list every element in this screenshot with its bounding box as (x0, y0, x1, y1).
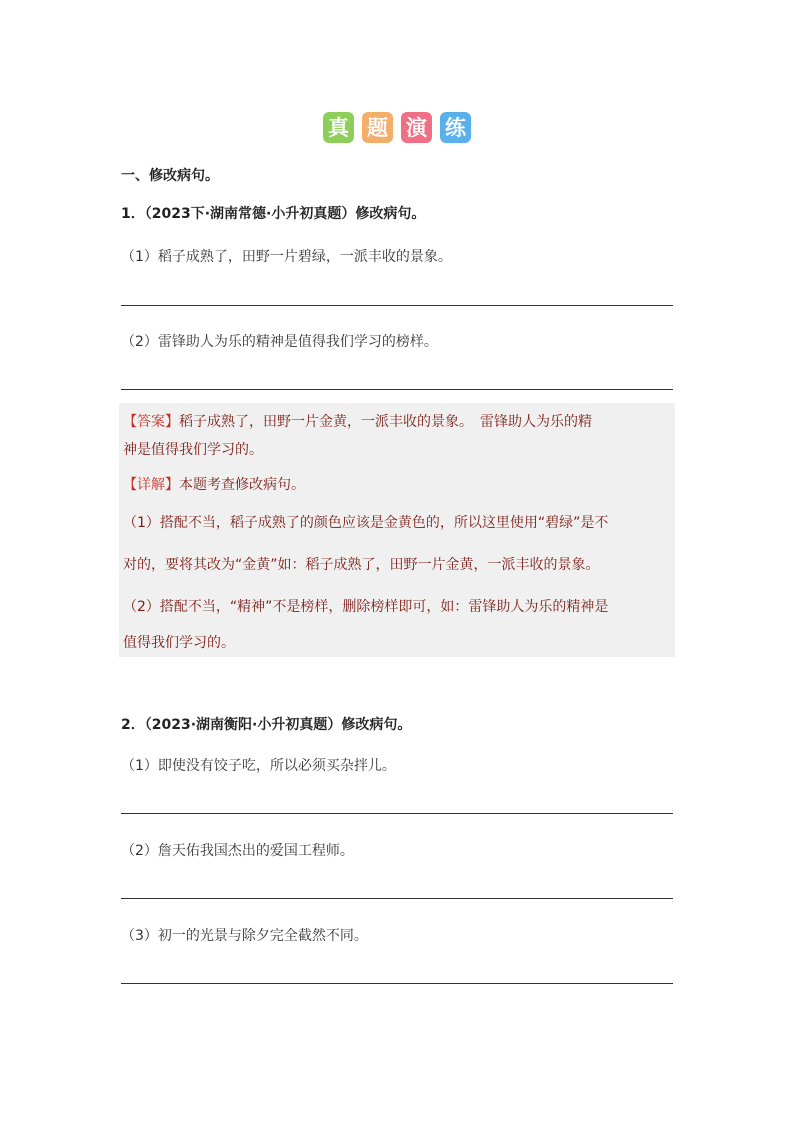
banner-tile-3: 演 (401, 112, 432, 143)
explanation-2b: 值得我们学习的。 (123, 635, 235, 651)
answer-line[interactable] (121, 813, 673, 814)
section-title: 一、修改病句。 (121, 168, 219, 184)
answer-label: 【答案】 (123, 414, 179, 430)
answer-line[interactable] (121, 389, 673, 390)
question-1-item-1: （1）稻子成熟了，田野一片碧绿，一派丰收的景象。 (121, 249, 452, 265)
detail-label: 【详解】 (123, 477, 179, 493)
detail-text: 本题考查修改病句。 (179, 477, 305, 493)
banner-tile-2: 题 (362, 112, 393, 143)
answer-line-1 (123, 411, 592, 431)
answer-text: 稻子成熟了，田野一片金黄，一派丰收的景象。 雷锋助人为乐的精 (179, 414, 592, 430)
answer-line[interactable] (121, 898, 673, 899)
question-1-item-2: （2）雷锋助人为乐的精神是值得我们学习的榜样。 (121, 334, 438, 350)
banner-tile-1: 真 (323, 112, 354, 143)
answer-box (119, 403, 675, 657)
answer-line[interactable] (121, 983, 673, 984)
answer-line-2: 神是值得我们学习的。 (123, 442, 263, 458)
answer-line[interactable] (121, 305, 673, 306)
question-2-item-1: （1）即使没有饺子吃，所以必须买杂拌儿。 (121, 758, 396, 774)
question-1-title: 1．（2023下·湖南常德·小升初真题）修改病句。 (121, 206, 426, 222)
banner-tile-4: 练 (440, 112, 471, 143)
question-2-item-3: （3）初一的光景与除夕完全截然不同。 (121, 928, 368, 944)
explanation-1b: 对的，要将其改为“金黄”如：稻子成熟了，田野一片金黄，一派丰收的景象。 (123, 557, 600, 573)
question-2-title: 2．（2023·湖南衡阳·小升初真题）修改病句。 (121, 717, 412, 733)
explanation-1a: （1）搭配不当，稻子成熟了的颜色应该是金黄色的，所以这里使用“碧绿”是不 (123, 515, 609, 531)
explanation-2a: （2）搭配不当，“精神”不是榜样，删除榜样即可，如：雷锋助人为乐的精神是 (123, 599, 609, 615)
banner-real-exam-practice (0, 112, 794, 143)
detail-line (123, 474, 305, 494)
question-2-item-2: （2）詹天佑我国杰出的爱国工程师。 (121, 843, 354, 859)
